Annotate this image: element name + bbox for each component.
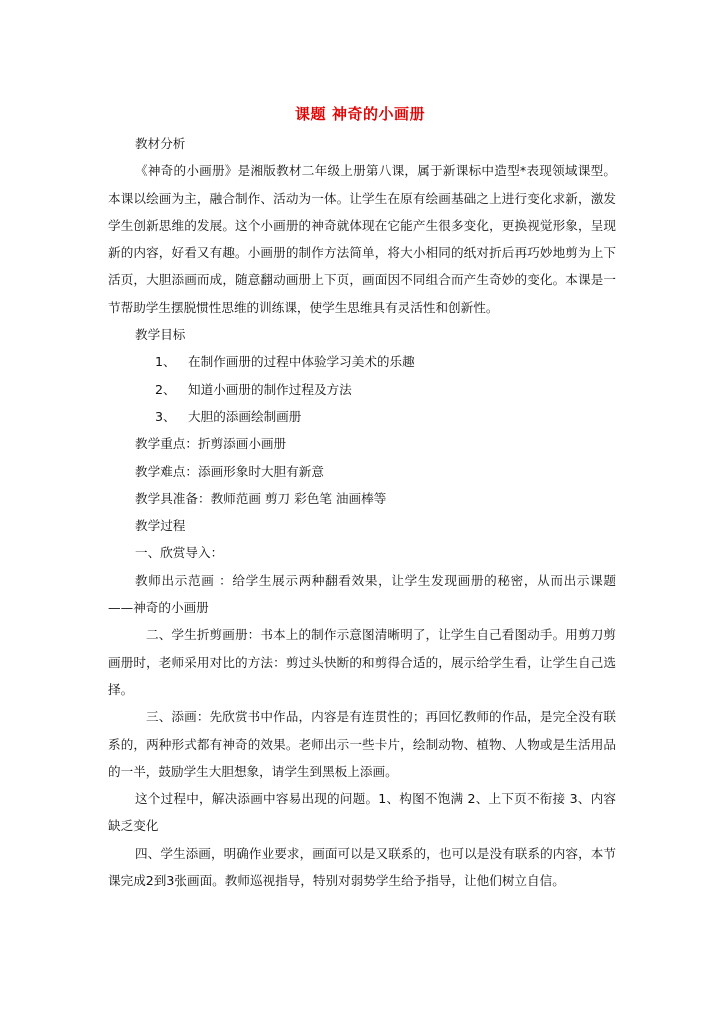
document-body [108, 130, 616, 894]
step3-paragraph: 三、添画：先欣赏书中作品，内容是有连贯性的；再回忆教师的作品，是完全没有联系的，两种形式都有神奇的效果。老师出示一些卡片，绘制动物、植物、人物或是生活用品的一半，鼓励学生大胆想象，请学生到黑板上添画。 [108, 709, 616, 779]
title-main: 神奇的小画册 [332, 105, 426, 123]
goal-item-2 [108, 376, 616, 403]
step1-paragraph: 教师出示范画 ：给学生展示两种翻看效果，让学生发现画册的秘密，从而出示课题——神奇的小画册 [108, 572, 616, 616]
goal-text: 知道小画册的制作过程及方法 [188, 381, 352, 397]
analysis-heading: 教材分析 [135, 136, 186, 151]
process-heading: 教学过程 [135, 518, 186, 534]
difficulty: 教学难点：添画形象时大胆有新意 [135, 463, 324, 479]
goal-text: 大胆的添画绘制画册 [188, 408, 302, 424]
goal-item-3 [108, 403, 616, 430]
step4-paragraph: 四、学生添画，明确作业要求，画面可以是又联系的，也可以是没有联系的内容，本节课完成2到3张画面。教师巡视指导，特别对弱势学生给予指导，让他们树立自信。 [108, 845, 616, 889]
materials: 教学具准备：教师范画 剪刀 彩色笔 油画棒等 [135, 490, 387, 506]
lesson-title [0, 103, 720, 124]
issues-paragraph: 这个过程中，解决添画中容易出现的问题。1、构图不饱满 2、上下页不衔接 3、内容缺乏变化 [108, 791, 616, 834]
goal-item-1 [108, 348, 616, 375]
key-point: 教学重点：折剪添画小画册 [135, 436, 287, 452]
step1-heading: 一、欣赏导入： [135, 545, 224, 561]
goal-number: 3、 [155, 408, 176, 424]
goal-number: 2、 [155, 381, 176, 397]
title-prefix: 课题 [294, 105, 326, 123]
step2-paragraph: 二、学生折剪画册：书本上的制作示意图清晰明了，让学生自己看图动手。用剪刀剪画册时，老师采用对比的方法：剪过头快断的和剪得合适的，展示给学生看，让学生自己选择。 [108, 627, 616, 697]
goal-number: 1、 [155, 354, 176, 370]
analysis-paragraph: 《神奇的小画册》是湘版教材二年级上册第八课，属于新课标中造型*表现领域课型。本课以绘画为主，融合制作、活动为一体。让学生在原有绘画基础之上进行变化求新，激发学生创新思维的发展。这个小画册的神奇就体现在它能产生很多变化，更换视觉形象，呈现新的内容，好看又有趣。小画册的制作方法简单，将大小相同的纸对折后再巧妙地剪为上下活页，大胆添画而成，随意翻动画册上下页，画面因不同组合而产生奇妙的变化。本课是一节帮助学生摆脱惯性思维的训练课，使学生思维具有灵活性和创新性。 [108, 163, 616, 315]
goal-text: 在制作画册的过程中体验学习美术的乐趣 [188, 354, 415, 370]
goals-heading: 教学目标 [135, 327, 186, 343]
